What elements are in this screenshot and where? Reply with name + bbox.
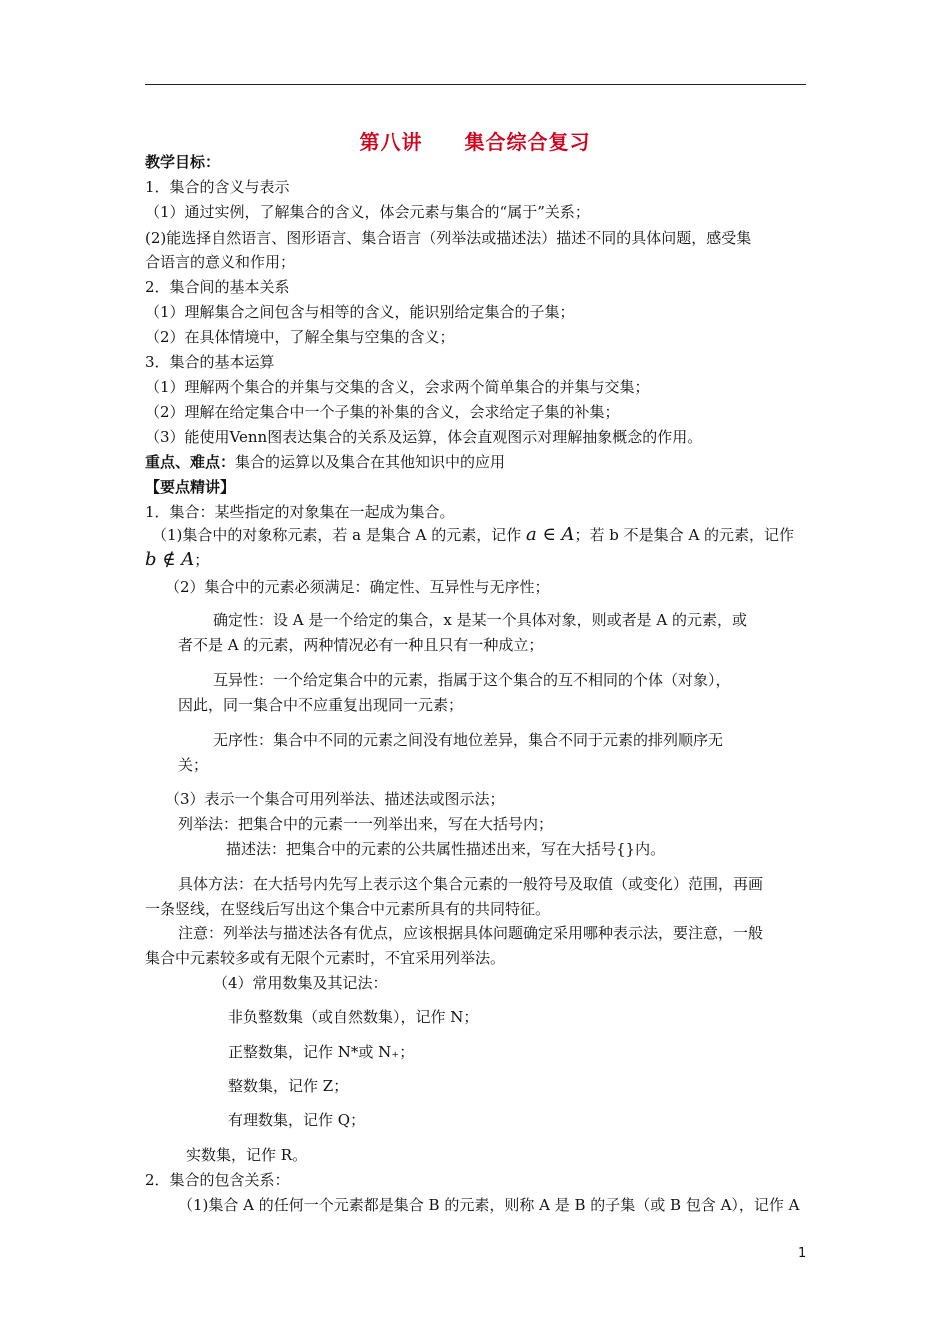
not-element-line bbox=[145, 550, 209, 570]
text-line: 一条竖线，在竖线后写出这个集合中元素所具有的共同特征。 bbox=[145, 900, 551, 918]
header-rule bbox=[145, 84, 806, 85]
text-line: （1）理解集合之间包含与相等的含义，能识别给定集合的子集； bbox=[145, 303, 575, 321]
math-element-of: a ∈ A bbox=[526, 524, 575, 545]
text-line: （3）表示一个集合可用列举法、描述法或图示法； bbox=[165, 790, 505, 808]
element-definition-line bbox=[152, 525, 794, 545]
text-line: 3．集合的基本运算 bbox=[145, 353, 275, 371]
text-line: 正整数集，记作 N*或 N₊； bbox=[228, 1043, 415, 1061]
text-line: 1．集合的含义与表示 bbox=[145, 178, 290, 196]
text-line: （2）集合中的元素必须满足：确定性、互异性与无序性； bbox=[165, 578, 550, 596]
text-line: （1)集合 A 的任何一个元素都是集合 B 的元素，则称 A 是 B 的子集（或 B 包含 A），记作 A bbox=[178, 1196, 800, 1214]
text-line: （1）通过实例，了解集合的含义，体会元素与集合的“属于”关系； bbox=[145, 203, 590, 221]
text-line: 互异性：一个给定集合中的元素，指属于这个集合的互不相同的个体（对象）， bbox=[213, 671, 731, 689]
text-line: 实数集，记作 R。 bbox=[186, 1146, 308, 1164]
text-line: 列举法：把集合中的元素一一列举出来，写在大括号内； bbox=[178, 815, 554, 833]
objectives-heading: 教学目标： bbox=[145, 153, 221, 171]
text-line: （2）理解在给定集合中一个子集的补集的含义，会求给定子集的补集； bbox=[145, 403, 620, 421]
text-line: 关； bbox=[178, 756, 209, 774]
text-line: 非负整数集（或自然数集），记作 N； bbox=[228, 1008, 479, 1026]
text-line: （1）理解两个集合的并集与交集的含义，会求两个简单集合的并集与交集； bbox=[145, 378, 650, 396]
text-line: 具体方法：在大括号内先写上表示这个集合元素的一般符号及取值（或变化）范围，再画 bbox=[178, 875, 764, 893]
math-not-element-of: b ∉ A bbox=[145, 549, 195, 570]
text-line: （3）能使用Venn图表达集合的关系及运算，体会直观图示对理解抽象概念的作用。 bbox=[145, 428, 703, 446]
text-line: （4）常用数集及其记法： bbox=[213, 974, 388, 992]
text-line: 无序性：集合中不同的元素之间没有地位差异，集合不同于元素的排列顺序无 bbox=[213, 731, 724, 749]
text-line: 集合中元素较多或有无限个元素时，不宜采用列举法。 bbox=[145, 949, 506, 967]
text-line: 有理数集，记作 Q； bbox=[228, 1111, 366, 1129]
text-line: 2．集合的包含关系： bbox=[145, 1171, 290, 1189]
page-number: 1 bbox=[798, 1246, 807, 1261]
text-line: 2．集合间的基本关系 bbox=[145, 278, 290, 296]
text-line: 合语言的意义和作用； bbox=[145, 253, 296, 271]
text-line: 者不是 A 的元素，两种情况必有一种且只有一种成立； bbox=[178, 636, 544, 654]
text-line: 确定性：设 A 是一个给定的集合，x 是某一个具体对象，则或者是 A 的元素，或 bbox=[213, 611, 747, 629]
text-line: 描述法：把集合中的元素的公共属性描述出来，写在大括号{}内。 bbox=[226, 840, 666, 858]
page-title: 第八讲 集合综合复习 bbox=[359, 130, 591, 154]
text-line: 注意：列举法与描述法各有优点，应该根据具体问题确定采用哪种表示法，要注意，一般 bbox=[178, 924, 764, 942]
set-definition: 1．集合：某些指定的对象集在一起成为集合。 bbox=[145, 503, 455, 521]
key-points-label: 重点、难点： bbox=[145, 453, 236, 471]
text-line: (2)能选择自然语言、图形语言、集合语言（列举法或描述法）描述不同的具体问题，感受集 bbox=[145, 229, 752, 247]
text-line: 整数集，记作 Z； bbox=[228, 1077, 349, 1095]
text-line: 因此，同一集合中不应重复出现同一元素； bbox=[178, 696, 464, 714]
key-points-text: 集合的运算以及集合在其他知识中的应用 bbox=[235, 453, 506, 471]
section-header: 【要点精讲】 bbox=[145, 478, 236, 496]
text-line: （2）在具体情境中，了解全集与空集的含义； bbox=[145, 328, 455, 346]
element-definition-text: （1)集合中的对象称元素，若 a 是集合 A 的元素，记作 bbox=[152, 526, 522, 544]
key-points-line bbox=[145, 452, 505, 472]
not-element-end: ； bbox=[194, 551, 210, 569]
element-definition-text-cont: ；若 b 不是集合 A 的元素，记作 bbox=[574, 526, 795, 544]
